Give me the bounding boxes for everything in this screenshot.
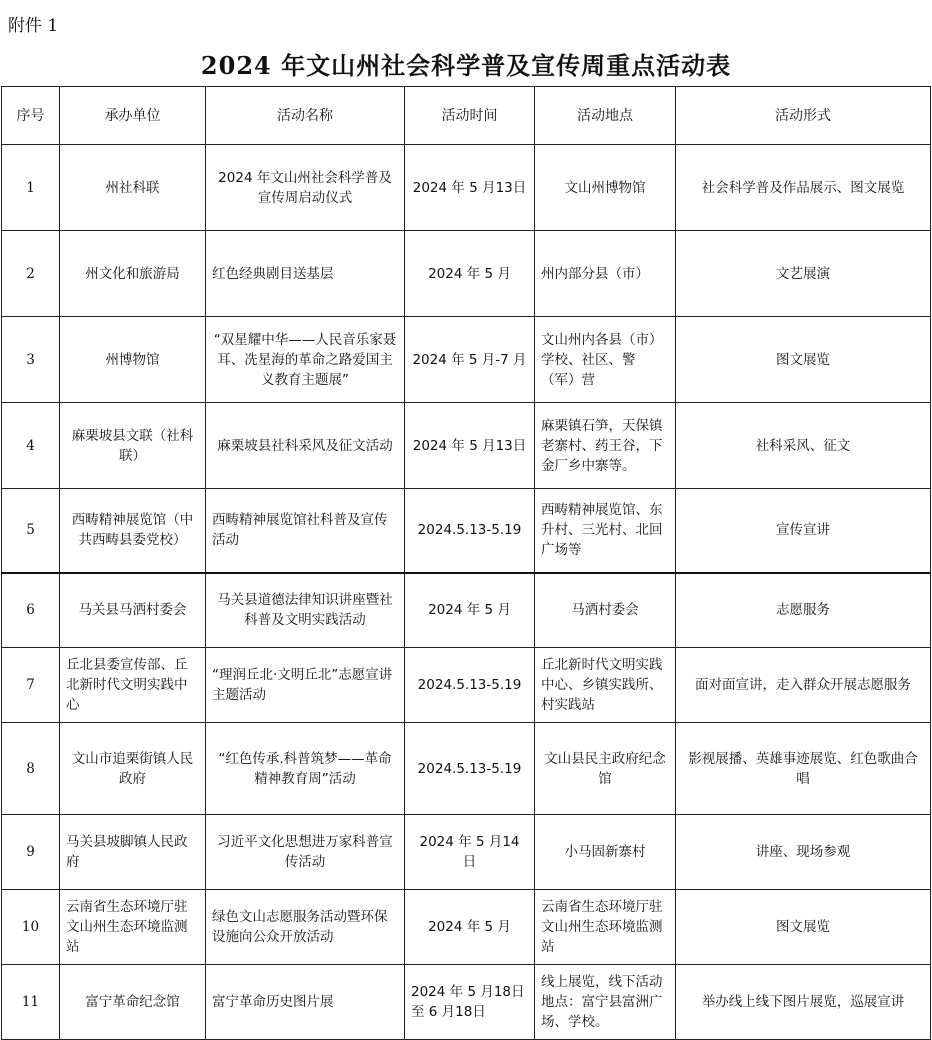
- cell-org: 文山市追栗街镇人民政府: [60, 723, 206, 815]
- cell-name: 富宁革命历史图片展: [206, 965, 405, 1040]
- cell-place: 文山县民主政府纪念馆: [535, 723, 676, 815]
- cell-org: 云南省生态环境厅驻文山州生态环境监测站: [60, 890, 206, 965]
- cell-no: 5: [2, 489, 60, 573]
- cell-form: 举办线上线下图片展览，巡展宣讲: [676, 965, 931, 1040]
- table-row: [2, 573, 931, 648]
- table-header-row: [2, 87, 931, 145]
- table-row: [2, 815, 931, 890]
- cell-no: 11: [2, 965, 60, 1040]
- cell-name: “双星耀中华——人民音乐家聂耳、冼星海的革命之路爱国主义教育主题展”: [206, 317, 405, 403]
- cell-no: 9: [2, 815, 60, 890]
- cell-no: 4: [2, 403, 60, 489]
- header-form: 活动形式: [676, 87, 931, 145]
- table-row: [2, 231, 931, 317]
- cell-time: 2024 年 5 月: [405, 890, 535, 965]
- cell-no: 3: [2, 317, 60, 403]
- cell-org: 州博物馆: [60, 317, 206, 403]
- cell-name: “红色传承.科普筑梦——革命精神教育周”活动: [206, 723, 405, 815]
- cell-org: 西畴精神展览馆（中共西畴县委党校）: [60, 489, 206, 573]
- cell-no: 2: [2, 231, 60, 317]
- cell-place: 州内部分县（市）: [535, 231, 676, 317]
- cell-form: 志愿服务: [676, 573, 931, 648]
- header-place: 活动地点: [535, 87, 676, 145]
- cell-form: 图文展览: [676, 317, 931, 403]
- cell-name: 绿色文山志愿服务活动暨环保设施向公众开放活动: [206, 890, 405, 965]
- cell-no: 8: [2, 723, 60, 815]
- cell-time: 2024 年 5 月13日: [405, 403, 535, 489]
- cell-form: 影视展播、英雄事迹展览、红色歌曲合唱: [676, 723, 931, 815]
- cell-name: 习近平文化思想进万家科普宣传活动: [206, 815, 405, 890]
- cell-time: 2024 年 5 月18日至 6 月18日: [405, 965, 535, 1040]
- cell-org: 马关县坡脚镇人民政府: [60, 815, 206, 890]
- cell-no: 6: [2, 573, 60, 648]
- cell-place: 文山州博物馆: [535, 145, 676, 231]
- cell-name: “理润丘北·文明丘北”志愿宣讲主题活动: [206, 648, 405, 723]
- cell-place: 西畴精神展览馆、东升村、三光村、北回广场等: [535, 489, 676, 573]
- table-row: [2, 317, 931, 403]
- cell-place: 麻栗镇石笋，天保镇老寨村、药王谷，下金厂乡中寨等。: [535, 403, 676, 489]
- table-row: [2, 489, 931, 573]
- cell-org: 富宁革命纪念馆: [60, 965, 206, 1040]
- cell-org: 州社科联: [60, 145, 206, 231]
- cell-no: 10: [2, 890, 60, 965]
- cell-time: 2024 年 5 月13日: [405, 145, 535, 231]
- activity-table: [1, 86, 931, 1040]
- cell-place: 马洒村委会: [535, 573, 676, 648]
- attachment-label: 附件 1: [8, 16, 59, 36]
- cell-form: 社会科学普及作品展示、图文展览: [676, 145, 931, 231]
- cell-name: 麻栗坡县社科采风及征文活动: [206, 403, 405, 489]
- cell-time: 2024.5.13-5.19: [405, 723, 535, 815]
- cell-time: 2024.5.13-5.19: [405, 489, 535, 573]
- cell-name: 2024 年文山州社会科学普及宣传周启动仪式: [206, 145, 405, 231]
- table-row: [2, 403, 931, 489]
- cell-time: 2024 年 5 月-7 月: [405, 317, 535, 403]
- cell-place: 丘北新时代文明实践中心、乡镇实践所、村实践站: [535, 648, 676, 723]
- cell-form: 讲座、现场参观: [676, 815, 931, 890]
- cell-place: 线上展览，线下活动地点：富宁县富洲广场、学校。: [535, 965, 676, 1040]
- cell-form: 文艺展演: [676, 231, 931, 317]
- header-time: 活动时间: [405, 87, 535, 145]
- cell-form: 面对面宣讲，走入群众开展志愿服务: [676, 648, 931, 723]
- cell-time: 2024.5.13-5.19: [405, 648, 535, 723]
- cell-name: 马关县道德法律知识讲座暨社科普及文明实践活动: [206, 573, 405, 648]
- header-org: 承办单位: [60, 87, 206, 145]
- cell-form: 宣传宣讲: [676, 489, 931, 573]
- cell-no: 7: [2, 648, 60, 723]
- cell-org: 州文化和旅游局: [60, 231, 206, 317]
- cell-time: 2024 年 5 月: [405, 231, 535, 317]
- cell-form: 社科采风、征文: [676, 403, 931, 489]
- cell-time: 2024 年 5 月14 日: [405, 815, 535, 890]
- cell-place: 云南省生态环境厅驻文山州生态环境监测站: [535, 890, 676, 965]
- table-row: [2, 965, 931, 1040]
- table-row: [2, 145, 931, 231]
- cell-form: 图文展览: [676, 890, 931, 965]
- header-name: 活动名称: [206, 87, 405, 145]
- table-row: [2, 890, 931, 965]
- cell-name: 红色经典剧目送基层: [206, 231, 405, 317]
- header-no: 序号: [2, 87, 60, 145]
- table-row: [2, 723, 931, 815]
- cell-org: 马关县马洒村委会: [60, 573, 206, 648]
- cell-org: 麻栗坡县文联（社科联）: [60, 403, 206, 489]
- cell-name: 西畴精神展览馆社科普及宣传活动: [206, 489, 405, 573]
- cell-no: 1: [2, 145, 60, 231]
- cell-place: 文山州内各县（市）学校、社区、警（军）营: [535, 317, 676, 403]
- cell-org: 丘北县委宣传部、丘北新时代文明实践中心: [60, 648, 206, 723]
- table-row: [2, 648, 931, 723]
- cell-time: 2024 年 5 月: [405, 573, 535, 648]
- cell-place: 小马固新寨村: [535, 815, 676, 890]
- page-title: 2024 年文山州社会科学普及宣传周重点活动表: [200, 51, 732, 80]
